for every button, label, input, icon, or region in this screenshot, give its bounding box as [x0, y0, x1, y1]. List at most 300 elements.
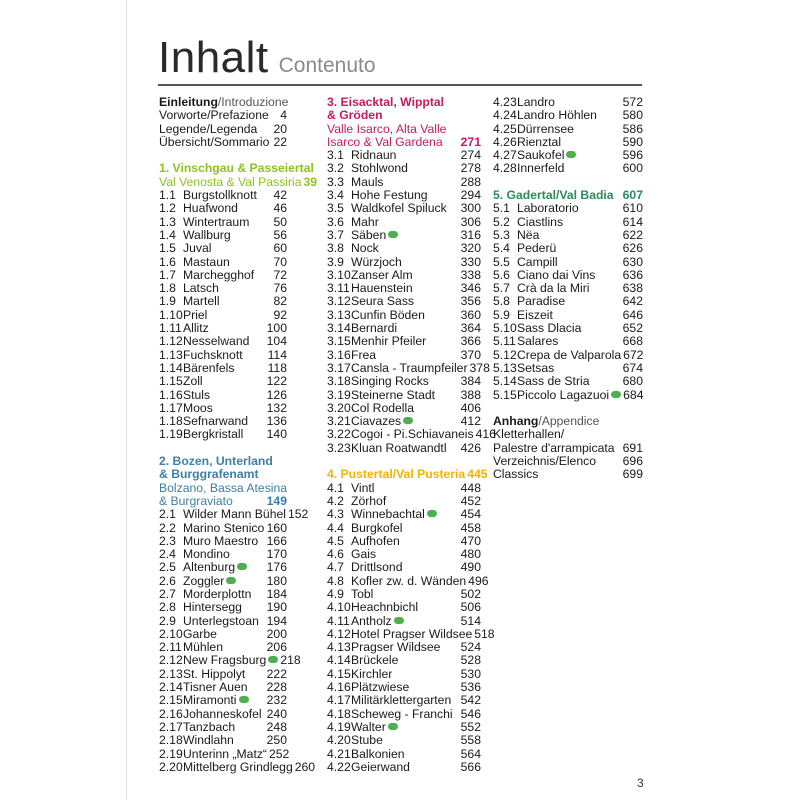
toc-entry-name	[183, 216, 271, 229]
toc-entry-page: 528	[460, 653, 481, 668]
toc-entry[interactable]	[159, 641, 287, 654]
toc-entry[interactable]	[327, 626, 495, 641]
toc-entry-name-text: Unterinn „Matz“	[183, 746, 267, 761]
toc-entry-name	[183, 282, 271, 295]
toc-entry-name	[351, 442, 459, 455]
toc-entry-name-text: Nock	[351, 241, 379, 256]
toc-entry-number: 2.7	[159, 586, 176, 601]
toc-entry-page: 228	[266, 680, 287, 695]
toc-entry-name-text: Mastaun	[183, 254, 230, 269]
toc-entry[interactable]	[159, 428, 287, 441]
toc-entry[interactable]	[493, 216, 643, 229]
toc-entry[interactable]	[327, 295, 481, 308]
toc-entry-name	[183, 362, 266, 375]
intro-heading-it: /Introduzione	[217, 95, 289, 109]
toc-entry[interactable]	[327, 654, 481, 667]
toc-entry[interactable]	[159, 507, 309, 522]
toc-entry-number: 4.6	[327, 547, 344, 562]
toc-entry-number: 3.12	[327, 294, 351, 309]
toc-entry[interactable]	[327, 761, 481, 774]
toc-entry-name	[351, 375, 459, 388]
toc-entry-page: 72	[273, 267, 287, 282]
toc-entry[interactable]	[159, 362, 287, 375]
toc-entry-name	[517, 149, 621, 162]
toc-entry-name-text: Kofler zw. d. Wänden	[351, 573, 467, 588]
toc-entry[interactable]	[327, 322, 481, 335]
toc-entry-name-text: Fuchsknott	[183, 347, 243, 362]
toc-entry[interactable]	[327, 309, 481, 322]
section-heading-text: & Gröden	[327, 108, 383, 123]
toc-entry[interactable]	[159, 734, 287, 747]
toc-entry-name	[351, 362, 468, 375]
toc-entry-name	[183, 615, 265, 628]
toc-entry-number: 3.5	[327, 201, 344, 216]
toc-entry[interactable]	[493, 282, 643, 295]
toc-entry-name	[517, 162, 621, 175]
toc-entry-page: 652	[622, 321, 643, 336]
toc-entry[interactable]	[493, 109, 643, 122]
toc-entry-number: 3.20	[327, 400, 351, 415]
section-heading-text: Valle Isarco, Alta Valle	[327, 121, 447, 136]
toc-entry-page: 306	[460, 214, 481, 229]
toc-entry[interactable]	[327, 641, 481, 654]
section-heading-line[interactable]	[493, 189, 643, 202]
toc-entry-name	[517, 362, 621, 375]
toc-entry[interactable]	[159, 522, 287, 535]
toc-entry-number: 2.9	[159, 613, 176, 628]
toc-entry[interactable]	[327, 427, 496, 442]
toc-entry-page: 672	[623, 347, 644, 362]
appendix-item[interactable]	[493, 442, 643, 455]
toc-entry[interactable]	[159, 721, 287, 734]
toc-entry-number: 1.7	[159, 267, 176, 282]
toc-entry[interactable]	[159, 349, 287, 362]
toc-entry[interactable]	[327, 508, 481, 521]
toc-entry[interactable]	[493, 229, 643, 242]
toc-entry[interactable]	[159, 535, 287, 548]
toc-entry[interactable]	[327, 588, 481, 601]
toc-entry[interactable]	[493, 123, 643, 136]
toc-entry-number: 5.2	[493, 214, 510, 229]
toc-entry-name	[183, 681, 265, 694]
toc-entry-number: 2.19	[159, 746, 183, 761]
toc-entry[interactable]	[327, 668, 481, 681]
toc-entry[interactable]	[159, 746, 290, 761]
toc-entry[interactable]	[493, 269, 643, 282]
intro-item-label: Legende/Legenda	[159, 121, 258, 136]
toc-entry-page: 260	[294, 759, 316, 774]
toc-entry-name-text: Mühlen	[183, 640, 223, 655]
toc-entry-page: 46	[273, 201, 287, 216]
toc-entry[interactable]	[327, 162, 481, 175]
toc-entry-name-text: Hauenstein	[351, 281, 413, 296]
section-heading-line[interactable]	[159, 482, 287, 495]
toc-entry-name	[183, 575, 265, 588]
appendix-item[interactable]	[493, 455, 643, 468]
toc-entry[interactable]	[327, 269, 481, 282]
toc-entry-name-text: New Fragsburg	[183, 653, 267, 668]
new-badge-icon	[566, 151, 576, 158]
toc-entry[interactable]	[493, 295, 643, 308]
toc-entry-number: 3.1	[327, 148, 344, 163]
toc-entry[interactable]	[159, 242, 287, 255]
toc-entry-name-text: Sass Dlacia	[517, 321, 582, 336]
toc-entry-page: 82	[273, 294, 287, 309]
section-heading-line[interactable]	[327, 136, 481, 149]
section-heading-line[interactable]	[327, 96, 481, 109]
toc-entry[interactable]	[327, 561, 481, 574]
toc-entry-name	[351, 322, 459, 335]
toc-entry[interactable]	[327, 375, 481, 388]
toc-entry[interactable]	[159, 668, 287, 681]
toc-entry-number: 3.13	[327, 307, 351, 322]
toc-entry-name	[183, 601, 265, 614]
toc-entry-number: 4.5	[327, 533, 344, 548]
toc-entry[interactable]	[493, 309, 643, 322]
toc-entry-name	[351, 428, 474, 441]
toc-entry-page: 126	[266, 387, 287, 402]
toc-entry[interactable]	[493, 375, 643, 388]
section-heading-text: Val Venosta & Val Passiria	[159, 174, 302, 189]
toc-entry-number: 4.26	[493, 134, 517, 149]
toc-entry[interactable]	[327, 681, 481, 694]
toc-entry-name-text: Kluan Roatwandtl	[351, 440, 447, 455]
toc-entry-name-text: Altenburg	[183, 560, 236, 575]
toc-entry-name-text: Juval	[183, 241, 212, 256]
intro-item[interactable]	[159, 109, 287, 122]
toc-entry-page: 622	[622, 227, 643, 242]
toc-entry[interactable]	[159, 628, 287, 641]
toc-entry-name	[351, 335, 459, 348]
toc-entry-number: 1.12	[159, 334, 183, 349]
toc-entry[interactable]	[327, 256, 481, 269]
toc-entry[interactable]	[493, 149, 643, 162]
section-heading-line[interactable]	[327, 123, 481, 136]
toc-entry-number: 1.4	[159, 227, 176, 242]
toc-entry[interactable]	[327, 442, 481, 455]
toc-entry[interactable]	[493, 349, 643, 362]
toc-entry-page: 160	[266, 520, 287, 535]
appendix-item-label: Verzeichnis/Elenco	[493, 454, 596, 469]
toc-entry-name-text: Nëa	[517, 227, 540, 242]
toc-entry-name-text: Tobl	[351, 586, 374, 601]
toc-entry[interactable]	[159, 229, 287, 242]
toc-entry[interactable]	[327, 708, 481, 721]
toc-entry-name	[351, 202, 459, 215]
toc-entry[interactable]	[159, 269, 287, 282]
toc-entry[interactable]	[327, 189, 481, 202]
toc-entry[interactable]	[493, 362, 643, 375]
toc-entry-page: 338	[460, 267, 481, 282]
toc-entry-name-text: Frea	[351, 347, 377, 362]
toc-entry-name	[351, 295, 459, 308]
toc-entry-name-text: Cansla - Traumpfeiler	[351, 360, 468, 375]
intro-item-page: 20	[273, 121, 287, 136]
toc-entry[interactable]	[159, 202, 287, 215]
toc-entry-name	[351, 309, 459, 322]
toc-entry-page: 480	[460, 547, 481, 562]
toc-entry[interactable]	[159, 189, 287, 202]
toc-entry[interactable]	[327, 573, 489, 588]
toc-entry-name	[351, 588, 459, 601]
toc-entry[interactable]	[159, 282, 287, 295]
toc-entry-page: 630	[622, 254, 643, 269]
section-heading-text: 4. Pustertal/Val Pusteria	[327, 467, 466, 482]
toc-entry[interactable]	[327, 615, 481, 628]
toc-entry[interactable]	[327, 202, 481, 215]
toc-entry-page: 100	[266, 321, 287, 336]
toc-entry[interactable]	[159, 694, 287, 707]
toc-entry-name-text: Säben	[351, 227, 387, 242]
toc-entry[interactable]	[327, 360, 490, 375]
toc-entry-page: 218	[280, 653, 301, 668]
toc-entry[interactable]	[327, 748, 481, 761]
new-badge-icon	[394, 617, 404, 624]
intro-item-label: Vorworte/Prefazione	[159, 108, 269, 123]
appendix-heading-de: Anhang	[493, 414, 539, 429]
toc-entry[interactable]	[327, 482, 481, 495]
section-heading-text: 3. Eisacktal, Wipptal	[327, 95, 445, 109]
toc-entry-page: 426	[460, 440, 481, 455]
toc-entry-number: 3.10	[327, 267, 351, 282]
toc-entry-page: 360	[460, 307, 481, 322]
appendix-heading	[493, 415, 643, 428]
toc-entry-page: 552	[460, 719, 481, 734]
toc-entry[interactable]	[493, 202, 643, 215]
toc-entry-page: 104	[266, 334, 287, 349]
toc-entry[interactable]	[327, 495, 481, 508]
toc-entry-name-text: Singing Rocks	[351, 374, 429, 389]
section-heading-line[interactable]	[327, 109, 481, 122]
toc-entry-name	[517, 96, 621, 109]
toc-entry[interactable]	[159, 309, 287, 322]
toc-entry-name	[517, 109, 621, 122]
toc-entry-number: 1.5	[159, 241, 176, 256]
toc-entry-name	[351, 508, 459, 521]
toc-entry-name-text: Zoll	[183, 374, 203, 389]
section-heading-text: 2. Bozen, Unterland	[159, 454, 273, 469]
toc-entry[interactable]	[159, 615, 287, 628]
toc-entry[interactable]	[327, 349, 481, 362]
toc-entry-number: 1.10	[159, 307, 183, 322]
toc-entry-page: 288	[460, 174, 481, 189]
toc-entry-number: 2.3	[159, 533, 176, 548]
toc-entry-name	[351, 561, 459, 574]
section-heading-line[interactable]	[327, 467, 488, 482]
toc-entry[interactable]	[327, 402, 481, 415]
toc-entry[interactable]	[493, 256, 643, 269]
toc-entry-page: 668	[622, 334, 643, 349]
toc-entry[interactable]	[493, 96, 643, 109]
toc-entry-page: 600	[622, 161, 643, 176]
toc-entry-number: 2.10	[159, 626, 183, 641]
toc-entry-page: 542	[460, 693, 481, 708]
toc-entry-name-text: Steinerne Stadt	[351, 387, 436, 402]
toc-entry-name	[183, 548, 265, 561]
toc-entry[interactable]	[327, 548, 481, 561]
toc-entry-number: 2.12	[159, 653, 183, 668]
toc-entry[interactable]	[159, 708, 287, 721]
toc-entry[interactable]	[159, 402, 287, 415]
toc-entry-number: 5.6	[493, 267, 510, 282]
toc-entry[interactable]	[159, 561, 287, 574]
toc-entry-name	[183, 748, 267, 761]
toc-entry[interactable]	[159, 548, 287, 561]
toc-entry-name-text: Allitz	[183, 321, 209, 336]
toc-entry-page: 496	[468, 573, 489, 588]
toc-entry[interactable]	[327, 522, 481, 535]
toc-entry-name-text: Würzjoch	[351, 254, 402, 269]
toc-entry-page: 190	[266, 600, 287, 615]
toc-entry[interactable]	[327, 335, 481, 348]
toc-entry-name	[183, 309, 271, 322]
toc-entry[interactable]	[159, 256, 287, 269]
section-heading-line[interactable]	[159, 174, 318, 189]
toc-entry-name-text: Miramonti	[183, 693, 237, 708]
toc-entry[interactable]	[493, 242, 643, 255]
toc-entry[interactable]	[327, 389, 481, 402]
toc-entry-name	[351, 641, 459, 654]
toc-entry-name	[351, 282, 459, 295]
appendix-item[interactable]	[493, 468, 643, 481]
toc-entry-name-text: Zoggler	[183, 573, 225, 588]
toc-entry[interactable]	[327, 229, 481, 242]
intro-item[interactable]	[159, 123, 287, 136]
toc-entry-name-text: Tanzbach	[183, 719, 236, 734]
toc-entry[interactable]	[159, 335, 287, 348]
toc-entry[interactable]	[493, 322, 643, 335]
section-heading-page: 271	[460, 134, 481, 149]
toc-entry[interactable]	[159, 375, 287, 388]
toc-entry-number: 2.1	[159, 507, 176, 522]
toc-entry-number: 2.20	[159, 759, 183, 774]
toc-entry-name	[183, 402, 265, 415]
toc-entry-number: 2.5	[159, 560, 176, 575]
section-heading-line[interactable]	[159, 161, 314, 176]
toc-entry-page: 294	[460, 188, 481, 203]
toc-entry-name-text: Brückele	[351, 653, 399, 668]
toc-entry[interactable]	[327, 734, 481, 747]
toc-column-2	[327, 95, 496, 774]
toc-entry[interactable]	[159, 653, 301, 668]
toc-entry-name-text: Tisner Auen	[183, 680, 248, 695]
toc-entry-name	[183, 708, 265, 721]
toc-entry-name	[351, 269, 459, 282]
toc-entry-number: 5.14	[493, 374, 517, 389]
toc-entry[interactable]	[327, 415, 481, 428]
toc-entry-page: 152	[287, 507, 309, 522]
toc-entry-name	[517, 269, 621, 282]
section-heading-line[interactable]	[159, 495, 287, 508]
toc-entry-page: 546	[460, 706, 481, 721]
toc-entry-name-text: Huafwond	[183, 201, 238, 216]
toc-entry[interactable]	[159, 415, 287, 428]
toc-entry-name	[183, 561, 265, 574]
toc-entry-number: 2.2	[159, 520, 176, 535]
toc-entry-name-text: Stuls	[183, 387, 211, 402]
toc-entry-number: 3.7	[327, 227, 344, 242]
intro-item[interactable]	[159, 136, 287, 149]
appendix-heading-it: /Appendice	[538, 414, 600, 429]
toc-entry[interactable]	[493, 162, 643, 175]
toc-entry-name	[351, 402, 459, 415]
toc-entry-name-text: Drittlsond	[351, 560, 403, 575]
toc-entry-number: 4.3	[327, 507, 344, 522]
toc-entry-page: 406	[460, 400, 481, 415]
toc-entry[interactable]	[159, 389, 287, 402]
toc-entry-name	[351, 734, 459, 747]
appendix-item[interactable]	[493, 428, 643, 441]
toc-entry-name-text: Saukofel	[517, 148, 565, 163]
page-number: 3	[637, 776, 644, 790]
toc-entry-number: 3.8	[327, 241, 344, 256]
toc-entry-name-text: Ciano dai Vins	[517, 267, 596, 282]
toc-entry-page: 70	[273, 254, 287, 269]
toc-entry[interactable]	[159, 759, 316, 774]
toc-entry-page: 364	[460, 321, 481, 336]
toc-entry-number: 4.20	[327, 733, 351, 748]
toc-entry[interactable]	[493, 335, 643, 348]
toc-entry-name	[183, 335, 265, 348]
toc-entry[interactable]	[159, 601, 287, 614]
toc-entry[interactable]	[327, 176, 481, 189]
toc-entry-name-text: Marchegghof	[183, 267, 255, 282]
toc-entry-page: 502	[460, 586, 481, 601]
toc-entry[interactable]	[159, 588, 287, 601]
toc-entry-page: 564	[460, 746, 481, 761]
toc-entry-name-text: Muro Maestro	[183, 533, 259, 548]
toc-entry-name	[351, 482, 459, 495]
section-heading-line[interactable]	[159, 468, 287, 481]
toc-entry-name-text: Salares	[517, 334, 559, 349]
toc-entry[interactable]	[327, 282, 481, 295]
toc-entry[interactable]	[493, 389, 643, 402]
toc-entry-name	[183, 588, 265, 601]
toc-entry-number: 5.3	[493, 227, 510, 242]
toc-entry-page: 180	[266, 573, 287, 588]
toc-entry[interactable]	[159, 681, 287, 694]
toc-entry-name	[517, 282, 621, 295]
toc-entry-number: 3.15	[327, 334, 351, 349]
toc-entry[interactable]	[327, 216, 481, 229]
toc-entry[interactable]	[159, 216, 287, 229]
toc-entry-name	[183, 295, 271, 308]
toc-entry-number: 5.15	[493, 387, 517, 402]
toc-entry-name-text: Heachnbichl	[351, 600, 419, 615]
section-heading-line[interactable]	[159, 455, 287, 468]
toc-entry-number: 4.11	[327, 613, 350, 628]
toc-entry[interactable]	[327, 535, 481, 548]
toc-entry[interactable]	[327, 721, 481, 734]
toc-entry[interactable]	[159, 322, 287, 335]
toc-entry-name-text: Cunfin Böden	[351, 307, 425, 322]
toc-entry-page: 184	[266, 586, 287, 601]
toc-entry[interactable]	[327, 601, 481, 614]
intro-item-label: Übersicht/Sommario	[159, 134, 270, 149]
appendix-item-page: 691	[622, 440, 643, 455]
toc-entry[interactable]	[327, 149, 481, 162]
section-pustertal	[327, 467, 495, 774]
toc-entry[interactable]	[327, 242, 481, 255]
toc-entry[interactable]	[159, 575, 287, 588]
toc-entry-name	[351, 668, 459, 681]
toc-entry[interactable]	[159, 295, 287, 308]
toc-entry[interactable]	[493, 136, 643, 149]
toc-entry-name-text: Pragser Wildsee	[351, 640, 441, 655]
toc-entry-number: 4.12	[327, 626, 351, 641]
toc-entry[interactable]	[327, 694, 481, 707]
appendix-item-label: Kletterhallen/	[493, 427, 565, 442]
